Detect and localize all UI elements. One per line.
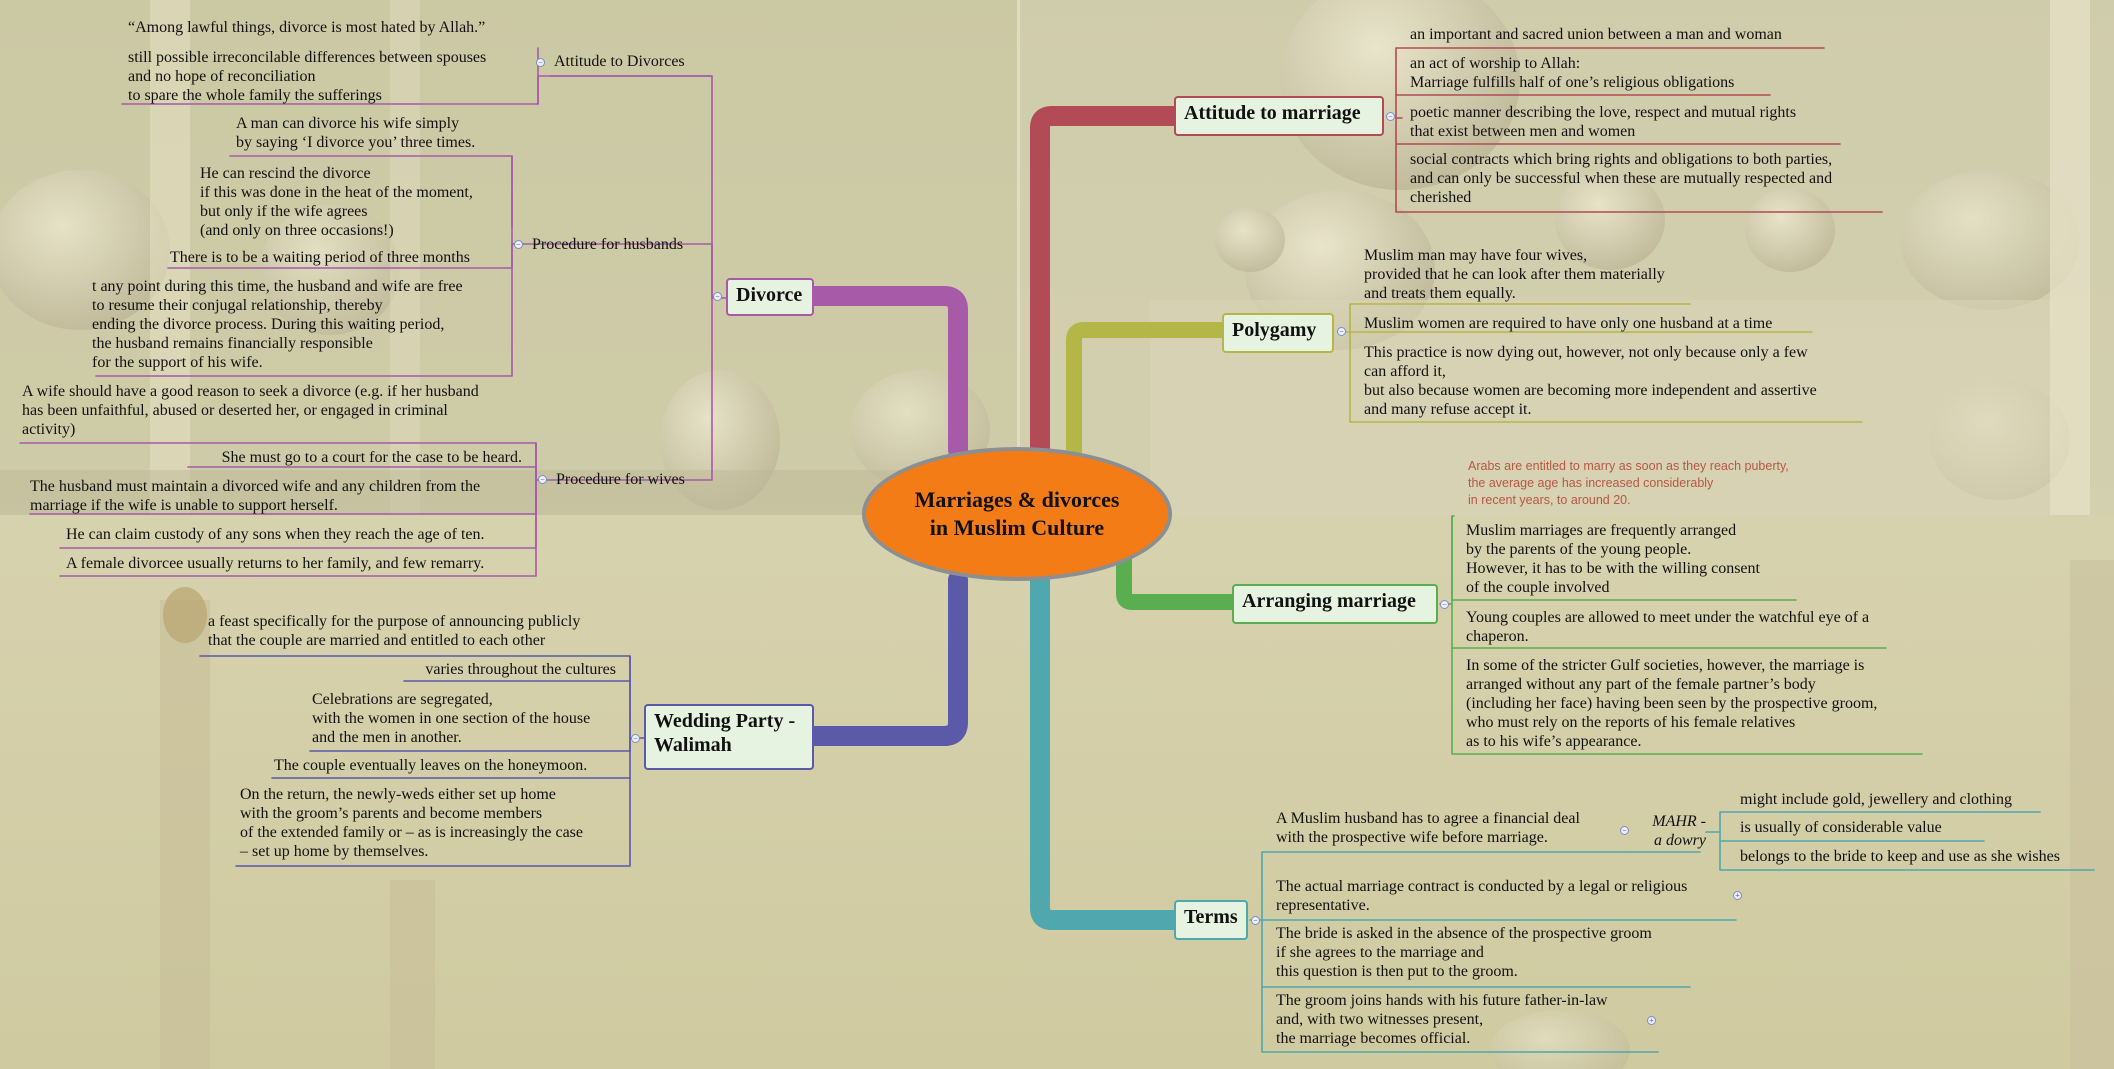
arranging-note: Arabs are entitled to marry as soon as they reach puberty, the average age has increased considerably in recent years, to around 20. bbox=[1468, 459, 1789, 507]
divorce-attitude-item: “Among lawful things, divorce is most hated by Allah.” bbox=[128, 19, 486, 36]
divorce-husbands-item: A man can divorce his wife simply by saying ‘I divorce you’ three times. bbox=[236, 115, 476, 151]
topic-arranging-marriage[interactable]: Arranging marriage bbox=[1232, 584, 1438, 624]
topic-polygamy[interactable]: Polygamy bbox=[1222, 313, 1334, 353]
divorce-wives-item: The husband must maintain a divorced wife and any children from the marriage if the wife is unable to support herself. bbox=[30, 478, 481, 514]
topic-attitude-to-marriage[interactable]: Attitude to marriage bbox=[1174, 96, 1384, 136]
collapse-attitude-marriage-toggle[interactable]: − bbox=[1386, 112, 1395, 121]
divorce-husbands-label[interactable]: Procedure for husbands bbox=[532, 236, 684, 253]
divorce-wives-item: A wife should have a good reason to seek a divorce (e.g. if her husband has been unfaithful, abused or deserted her, or engaged in criminal activity) bbox=[22, 383, 479, 438]
terms-mahr-text: A Muslim husband has to agree a financial deal with the prospective wife before marriage. bbox=[1276, 810, 1580, 846]
collapse-divorce-toggle[interactable]: − bbox=[713, 292, 722, 301]
divorce-wives-item: He can claim custody of any sons when they reach the age of ten. bbox=[66, 526, 485, 543]
expand-contract-toggle[interactable]: + bbox=[1733, 891, 1742, 900]
collapse-terms-toggle[interactable]: − bbox=[1251, 916, 1260, 925]
wedding-item: The couple eventually leaves on the honeymoon. bbox=[274, 757, 588, 774]
wedding-item: Celebrations are segregated, with the women in one section of the house and the men in another. bbox=[312, 691, 591, 746]
divorce-wives-item: A female divorcee usually returns to her family, and few remarry. bbox=[66, 555, 485, 572]
mahr-item: belongs to the bride to keep and use as she wishes bbox=[1740, 848, 2060, 865]
mahr-item: is usually of considerable value bbox=[1740, 819, 1942, 836]
wedding-item: On the return, the newly-weds either set up home with the groom’s parents and become members of the extended family or – as is increasingly the case – set up home by themselves. bbox=[240, 786, 583, 860]
arranging-item: Muslim marriages are frequently arranged by the parents of the young people. However, it has to be with the willing consent of the couple involved bbox=[1466, 522, 1760, 596]
wedding-item: a feast specifically for the purpose of announcing publicly that the couple are married and entitled to each other bbox=[208, 613, 581, 649]
topic-terms[interactable]: Terms bbox=[1174, 900, 1248, 940]
polygamy-item: This practice is now dying out, however, not only because only a few can afford it, but also because women are becoming more independent and assertive and many refuse accept it. bbox=[1364, 344, 1817, 418]
divorce-wives-item: She must go to a court for the case to be heard. bbox=[221, 449, 522, 466]
collapse-wedding-toggle[interactable]: − bbox=[631, 734, 640, 743]
terms-item: The actual marriage contract is conducted by a legal or religious representative. bbox=[1276, 878, 1688, 914]
terms-item: The bride is asked in the absence of the prospective groom if she agrees to the marriage and this question is then put to the groom. bbox=[1276, 925, 1652, 980]
expand-groom-toggle[interactable]: + bbox=[1647, 1016, 1656, 1025]
mahr-item: might include gold, jewellery and clothing bbox=[1740, 791, 2012, 808]
divorce-husbands-item: There is to be a waiting period of three months bbox=[170, 249, 470, 266]
terms-item: The groom joins hands with his future father-in-law and, with two witnesses present, the marriage becomes official. bbox=[1276, 992, 1608, 1047]
collapse-polygamy-toggle[interactable]: − bbox=[1337, 327, 1346, 336]
collapse-husbands-toggle[interactable]: − bbox=[514, 240, 523, 249]
divorce-attitude-label[interactable]: Attitude to Divorces bbox=[554, 53, 685, 70]
polygamy-item: Muslim man may have four wives, provided that he can look after them materially and treats them equally. bbox=[1364, 247, 1665, 302]
central-topic[interactable]: Marriages & divorces in Muslim Culture bbox=[862, 447, 1172, 581]
terms-mahr-label[interactable]: MAHR - a dowry bbox=[1652, 813, 1706, 849]
marriage-attitude-item: an act of worship to Allah: Marriage fulfills half of one’s religious obligations bbox=[1410, 55, 1735, 91]
collapse-wives-toggle[interactable]: − bbox=[538, 475, 547, 484]
collapse-arranging-toggle[interactable]: − bbox=[1440, 600, 1449, 609]
divorce-husbands-item: t any point during this time, the husband and wife are free to resume their conjugal relationship, thereby ending the divorce process. During this waiting period, the husband remains financially responsible for the support of his wife. bbox=[92, 278, 463, 371]
marriage-attitude-item: poetic manner describing the love, respect and mutual rights that exist between men and women bbox=[1410, 104, 1797, 140]
divorce-husbands-item: He can rescind the divorce if this was done in the heat of the moment, but only if the wife agrees (and only on three occasions!) bbox=[200, 165, 473, 239]
topic-divorce[interactable]: Divorce bbox=[726, 278, 814, 316]
arranging-item: In some of the stricter Gulf societies, however, the marriage is arranged without any part of the female partner’s body (including her face) having been seen by the prospective groom, who must rely on the reports of his female relatives as to his wife’s appearance. bbox=[1466, 657, 1878, 750]
wedding-item: varies throughout the cultures bbox=[425, 661, 616, 678]
collapse-attitude-divorces-toggle[interactable]: − bbox=[536, 58, 545, 67]
topic-wedding-party[interactable]: Wedding Party - Walimah bbox=[644, 704, 814, 770]
divorce-wives-label[interactable]: Procedure for wives bbox=[556, 471, 685, 488]
arranging-item: Young couples are allowed to meet under the watchful eye of a chaperon. bbox=[1466, 609, 1870, 645]
polygamy-item: Muslim women are required to have only one husband at a time bbox=[1364, 315, 1773, 332]
marriage-attitude-item: an important and sacred union between a man and woman bbox=[1410, 26, 1782, 43]
collapse-mahr-toggle[interactable]: − bbox=[1620, 826, 1629, 835]
divorce-attitude-item: still possible irreconcilable differences between spouses and no hope of reconciliation to spare the whole family the sufferings bbox=[128, 49, 487, 104]
marriage-attitude-item: social contracts which bring rights and obligations to both parties, and can only be successful when these are mutually respected and cherished bbox=[1410, 151, 1833, 206]
